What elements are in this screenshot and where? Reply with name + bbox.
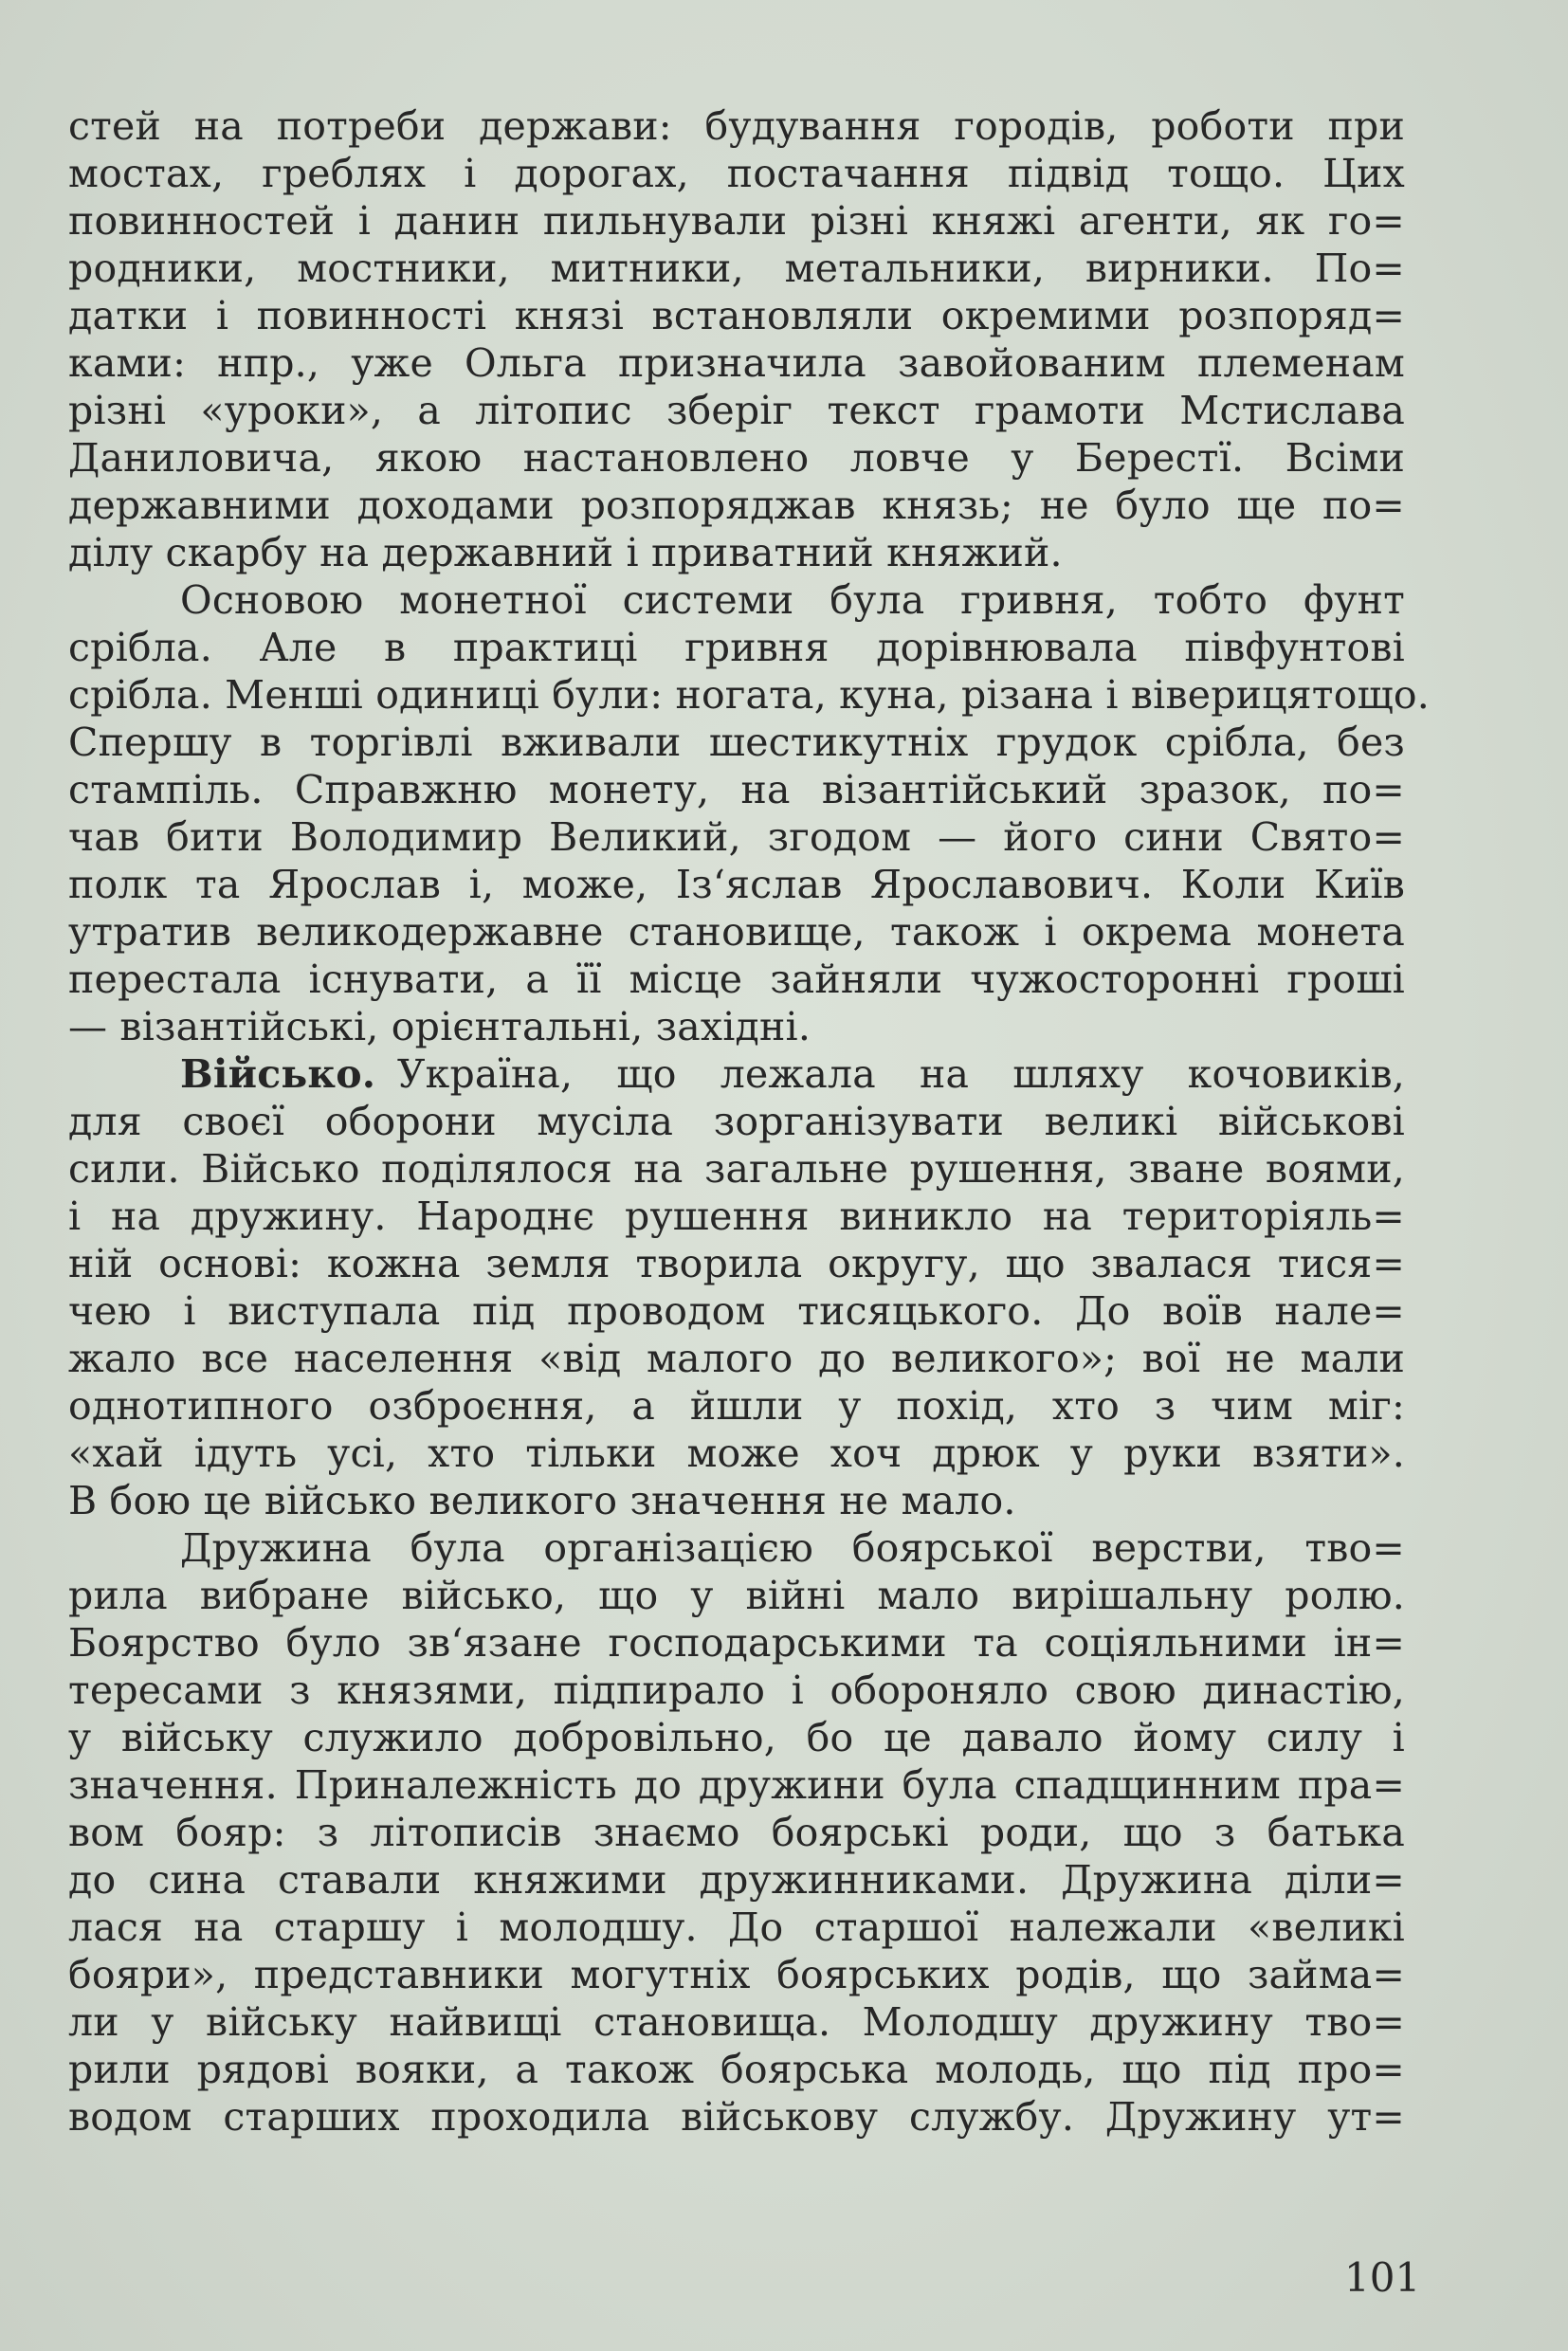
text-line: В бою це військо великого значення не мало. — [68, 1478, 1016, 1523]
paragraph — [68, 1524, 1405, 2141]
text-line: Даниловича, якою настановлено ловче у Берестї. Всіми — [68, 435, 1405, 481]
text-line: ній основі: кожна земля творила округу, що звалася тися= — [68, 1241, 1405, 1286]
text-line: бояри», представники могутніх боярських родів, що займа= — [68, 1952, 1405, 1997]
text-line: стампіль. Справжню монету, на візантійський зразок, по= — [68, 767, 1405, 812]
text-line: значення. Приналежність до дружини була спадщинним пра= — [68, 1762, 1405, 1808]
text-line: перестала існувати, а її місце зайняли чужосторонні гроші — [68, 957, 1405, 1002]
text-line: однотипного озброєння, а йшли у похід, хто з чим міг: — [68, 1383, 1405, 1429]
body-text — [68, 102, 1431, 2141]
paragraph — [68, 1050, 1405, 1524]
text-line: у війську служило добровільно, бо це давало йому силу і — [68, 1715, 1405, 1760]
text-line: чав бити Володимир Великий, згодом — його сини Свято= — [68, 814, 1405, 860]
text-line: державними доходами розпоряджав князь; не було ще по= — [68, 483, 1405, 528]
text-line: сили. Військо поділялося на загальне рушення, зване воями, — [68, 1146, 1405, 1192]
text-line: датки і повинності князі встановляли окремими розпоряд= — [68, 293, 1405, 338]
text-line: Дружина була організацією боярської верстви, тво= — [180, 1525, 1405, 1571]
text-line: полк та Ярослав і, може, Ізʻяслав Ярославович. Коли Київ — [68, 862, 1405, 907]
text-line: повинностей і данин пильнували різні княжі агенти, як го= — [68, 198, 1405, 244]
text-line: для своєї оборони мусіла зорганізувати великі військові — [68, 1099, 1405, 1144]
text-line: ли у війську найвищі становища. Молодшу дружину тво= — [68, 1999, 1405, 2045]
text-line: родники, мостники, митники, метальники, вирники. По= — [68, 246, 1405, 291]
text-line: мостах, греблях і дорогах, постачання підвід тощо. Цих — [68, 151, 1405, 196]
text-line: до сина ставали княжими дружинниками. Дружина діли= — [68, 1857, 1405, 1903]
text-line: тересами з князями, підпирало і обороняло свою династію, — [68, 1668, 1405, 1713]
section-heading: Військо. — [180, 1051, 376, 1097]
text-line — [68, 1050, 1405, 1098]
text-line: Спершу в торгівлі вживали шестикутніх грудок срібла, без — [68, 720, 1405, 765]
text-line: срібла. Але в практиці гривня дорівнювала півфунтові — [68, 625, 1405, 670]
text-line: жало все населення «від малого до великого»; вої не мали — [68, 1336, 1405, 1381]
text-line: стей на потреби держави: будування городів, роботи при — [68, 103, 1405, 149]
text-span: Україна, що лежала на шляху кочовиків, — [396, 1051, 1405, 1097]
text-line: Боярство було звʻязане господарськими та соціяльними ін= — [68, 1620, 1405, 1666]
text-line: лася на старшу і молодшу. До старшої належали «великі — [68, 1904, 1405, 1950]
text-line: чею і виступала під проводом тисяцького. До воїв нале= — [68, 1288, 1405, 1334]
text-line: водом старших проходила військову службу. Дружину ут= — [68, 2094, 1405, 2140]
text-line: рили рядові вояки, а також боярська молодь, що під про= — [68, 2047, 1405, 2092]
text-line: ділу скарбу на державний і приватний княжий. — [68, 530, 1063, 575]
page-number: 101 — [1344, 2254, 1421, 2301]
paragraph — [68, 576, 1431, 1050]
text-line: і на дружину. Народнє рушення виникло на територіяль= — [68, 1194, 1405, 1239]
text-line: різні «уроки», а літопис зберіг текст грамоти Мстислава — [68, 388, 1405, 433]
text-line: Основою монетної системи була гривня, тобто фунт — [180, 577, 1405, 623]
text-line: срібла. Менші одиниці були: ногата, куна, різана і віверицятощо. — [68, 672, 1431, 718]
text-line: рила вибране військо, що у війні мало вирішальну ролю. — [68, 1573, 1405, 1618]
text-line: утратив великодержавне становище, також і окрема монета — [68, 909, 1405, 955]
text-line: «хай ідуть усі, хто тільки може хоч дрюк у руки взяти». — [68, 1431, 1405, 1476]
text-line: — візантійські, орієнтальні, західні. — [68, 1004, 811, 1049]
text-line: вом бояр: з літописів знаємо боярські роди, що з батька — [68, 1810, 1405, 1855]
text-line: ками: нпр., уже Ольга призначила завойованим племенам — [68, 340, 1405, 386]
paragraph — [68, 102, 1405, 576]
